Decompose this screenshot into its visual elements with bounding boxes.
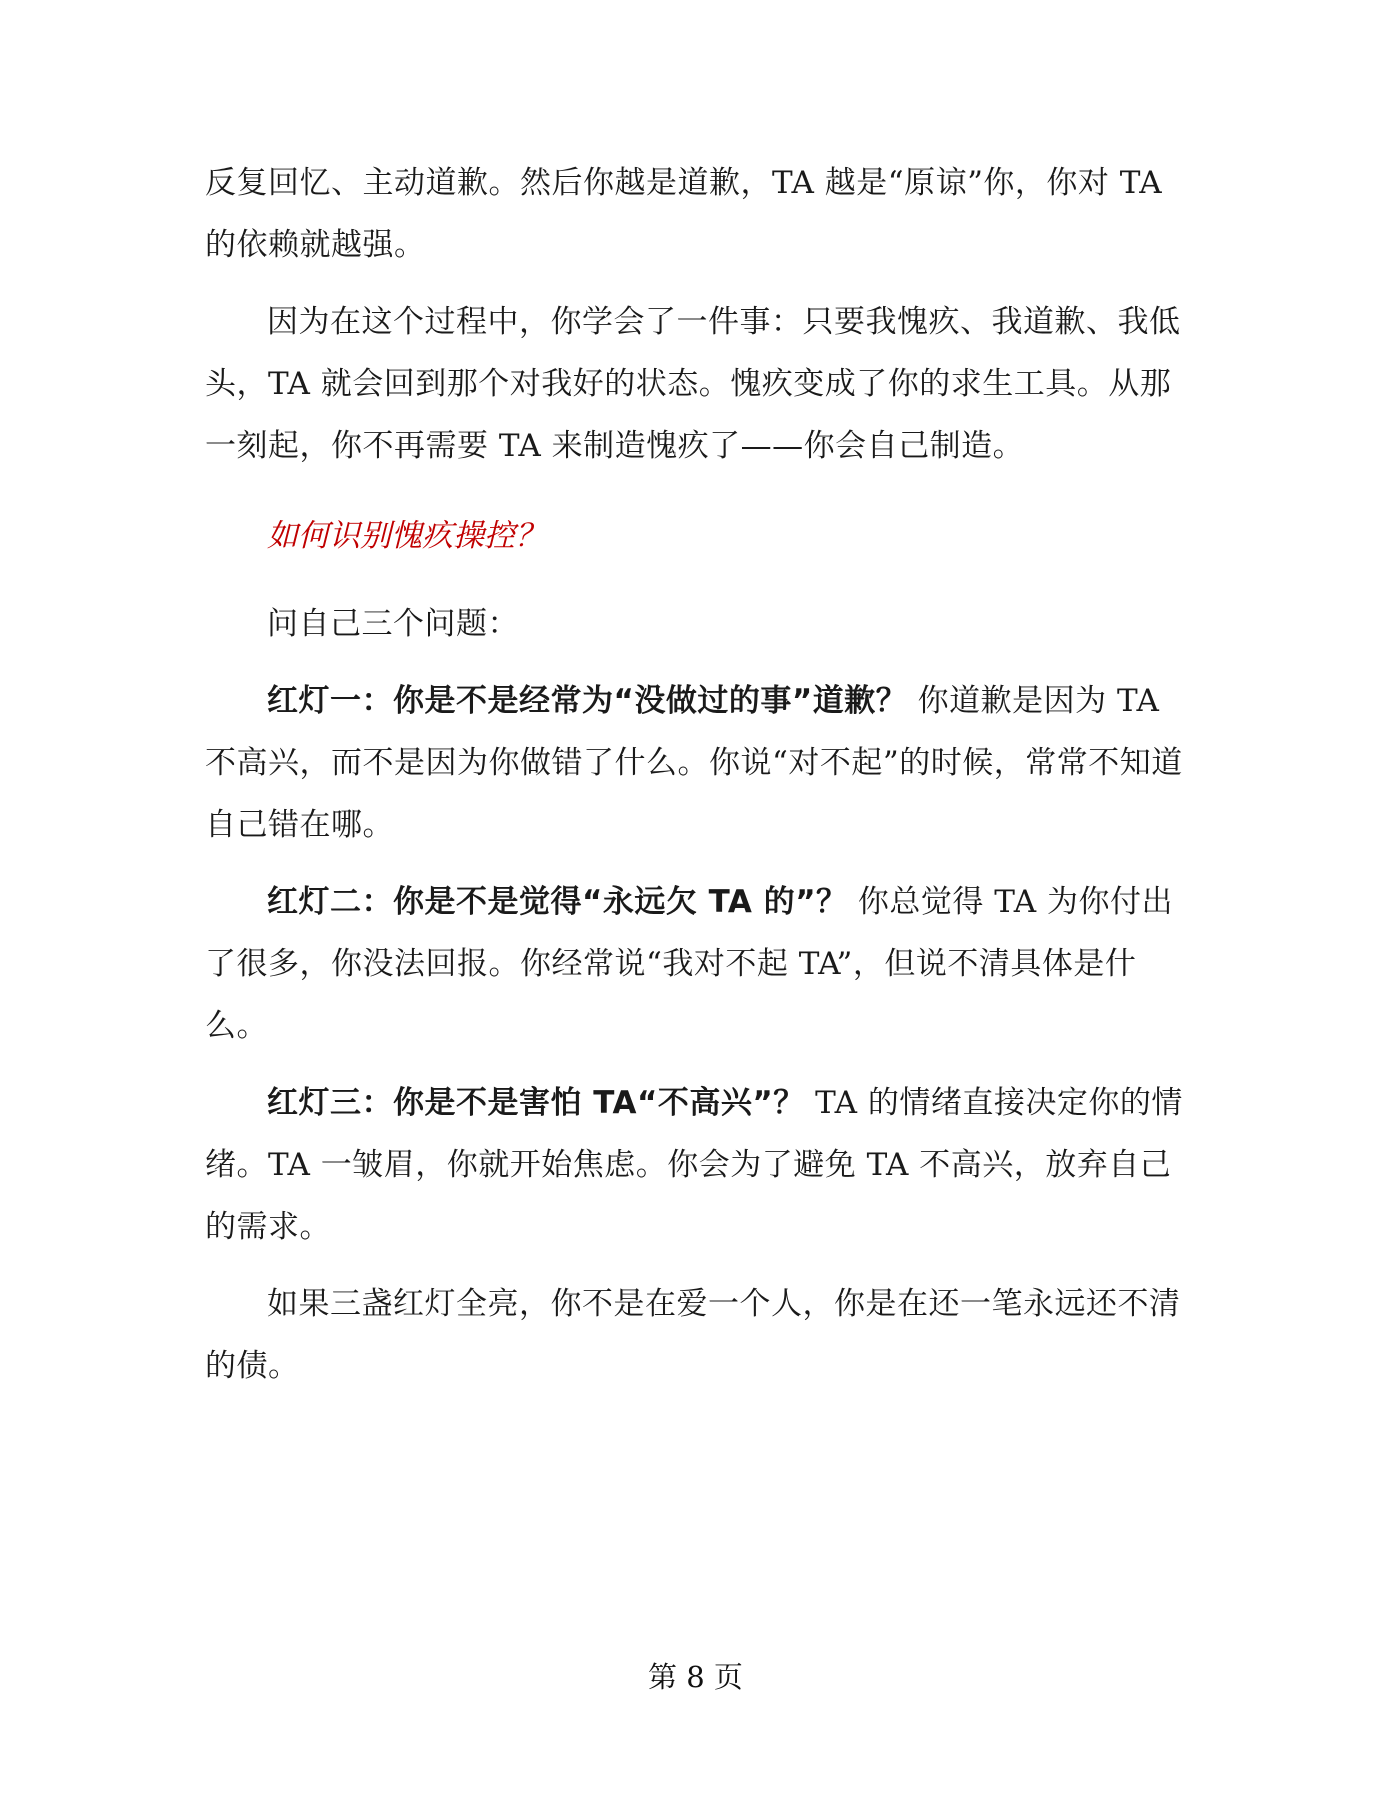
red-light-three-lead: 红灯三：你是不是害怕 TA“不高兴”？ <box>267 1085 805 1121</box>
red-light-two-lead: 红灯二：你是不是觉得“永远欠 TA 的”？ <box>267 884 848 920</box>
red-light-one-lead: 红灯一：你是不是经常为“没做过的事”道歉？ <box>267 683 908 719</box>
red-light-three-body: TA 的情绪直接决定你的情绪。TA 一皱眉，你就开始焦虑。你会为了避免 TA 不高兴，放弃自己的需求。 <box>205 1085 1183 1245</box>
conclusion-paragraph: 如果三盏红灯全亮，你不是在爱一个人，你是在还一笔永远还不清的债。 <box>205 1286 1181 1384</box>
page-content <box>205 152 1190 1412</box>
red-light-one <box>205 670 1190 856</box>
red-light-two-body: 你总觉得 TA 为你付出了很多，你没法回报。你经常说“我对不起 TA”，但说不清具体是什么。 <box>205 884 1173 1044</box>
red-light-one-body: 你道歉是因为 TA 不高兴，而不是因为你做错了什么。你说“对不起”的时候，常常不知道自己错在哪。 <box>205 683 1183 843</box>
red-light-three <box>205 1072 1190 1258</box>
section-heading: 如何识别愧疚操控？ <box>267 518 546 554</box>
paragraph-continuation: 反复回忆、主动道歉。然后你越是道歉，TA 越是“原谅”你，你对 TA 的依赖就越强。 <box>205 165 1163 263</box>
section-intro: 问自己三个问题： <box>267 606 519 642</box>
paragraph-guilt-tool: 因为在这个过程中，你学会了一件事：只要我愧疚、我道歉、我低头，TA 就会回到那个对我好的状态。愧疚变成了你的求生工具。从那一刻起，你不再需要 TA 来制造愧疚了——你会自己制造。 <box>205 304 1181 464</box>
red-light-two <box>205 871 1190 1057</box>
page-number: 第 8 页 <box>648 1660 743 1694</box>
